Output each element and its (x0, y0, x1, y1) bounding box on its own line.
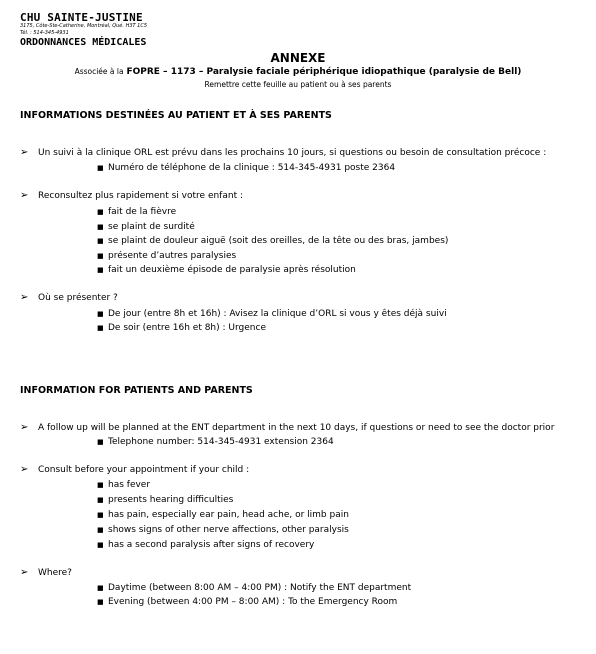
hospital-address: 3175, Côte-Ste-Catherine, Montréal, Qué. H3T 1C5 (20, 23, 148, 29)
en-consult-sub-2 (97, 495, 233, 505)
square-bullet-icon: ■ (97, 223, 104, 231)
list-item: se plaint de douleur aiguë (soit des oreilles, de la tête ou des bras, jambes) (108, 236, 449, 246)
list-item: Evening (between 4:00 PM – 8:00 AM) : To the Emergency Room (108, 597, 398, 607)
list-item: fait de la fièvre (108, 207, 177, 217)
square-bullet-icon: ■ (97, 252, 104, 260)
en-consult-sub-4 (97, 525, 349, 535)
en-phone-text: Telephone number: 514-345-4931 extension 2364 (108, 437, 334, 447)
en-where-sub-2 (97, 597, 397, 607)
arrow-bullet-icon: ➢ (20, 567, 29, 578)
square-bullet-icon: ■ (97, 496, 104, 504)
hospital-tel: Tél. : 514-345-4931 (20, 30, 69, 36)
list-item: De soir (entre 16h et 8h) : Urgence (108, 323, 266, 333)
list-item: has pain, especially ear pain, head ache, or limb pain (108, 510, 349, 520)
fr-consult-text: Reconsultez plus rapidement si votre enfant : (38, 191, 243, 201)
square-bullet-icon: ■ (97, 310, 104, 318)
square-bullet-icon: ■ (97, 511, 104, 519)
square-bullet-icon: ■ (97, 598, 104, 606)
fr-consult-sub-1 (97, 207, 176, 217)
square-bullet-icon: ■ (97, 208, 104, 216)
square-bullet-icon: ■ (97, 164, 104, 172)
fr-consult-sub-2 (97, 222, 195, 232)
annex-association (0, 67, 596, 77)
en-where-text: Where? (38, 568, 72, 578)
en-consult-sub-1 (97, 480, 150, 490)
fr-consult-sub-4 (97, 251, 236, 261)
en-phone-item (97, 437, 334, 447)
fr-phone-text: Numéro de téléphone de la clinique : 514-345-4931 poste 2364 (108, 163, 396, 173)
en-section-title: INFORMATION FOR PATIENTS AND PARENTS (20, 385, 253, 396)
en-consult-sub-3 (97, 510, 349, 520)
fr-consult-sub-3 (97, 236, 448, 246)
arrow-bullet-icon: ➢ (20, 147, 29, 158)
square-bullet-icon: ■ (97, 237, 104, 245)
fr-where-sub-1 (97, 309, 447, 319)
square-bullet-icon: ■ (97, 266, 104, 274)
annex-assoc-prefix: Associée à la (74, 67, 124, 76)
en-followup-text: A follow up will be planned at the ENT department in the next 10 days, if questions or need to see the doctor prior (38, 423, 555, 433)
en-where-sub-1 (97, 583, 411, 593)
fr-section-title: INFORMATIONS DESTINÉES AU PATIENT ET À SES PARENTS (20, 110, 332, 121)
arrow-bullet-icon: ➢ (20, 292, 29, 303)
fr-followup-item (20, 148, 546, 158)
list-item: se plaint de surdité (108, 222, 195, 232)
en-consult-text: Consult before your appointment if your child : (38, 465, 250, 475)
list-item: présente d’autres paralysies (108, 251, 237, 261)
ordonnances-heading: ORDONNANCES MÉDICALES (20, 37, 147, 48)
annex-title: ANNEXE (270, 51, 326, 65)
en-consult-sub-5 (97, 540, 314, 550)
hospital-name: CHU SAINTE-JUSTINE (20, 11, 143, 24)
square-bullet-icon: ■ (97, 526, 104, 534)
square-bullet-icon: ■ (97, 541, 104, 549)
arrow-bullet-icon: ➢ (20, 464, 29, 475)
list-item: has a second paralysis after signs of recovery (108, 540, 315, 550)
square-bullet-icon: ■ (97, 438, 104, 446)
annex-remit-note: Remettre cette feuille au patient ou à ses parents (204, 80, 392, 89)
fr-where-sub-2 (97, 323, 266, 333)
square-bullet-icon: ■ (97, 481, 104, 489)
arrow-bullet-icon: ➢ (20, 190, 29, 201)
arrow-bullet-icon: ➢ (20, 422, 29, 433)
fr-where-item (20, 293, 118, 303)
list-item: has fever (108, 480, 151, 490)
fr-followup-text: Un suivi à la clinique ORL est prévu dans les prochains 10 jours, si questions ou besoin de consultation précoce : (38, 148, 547, 158)
annex-assoc-protocol: FOPRE – 1173 – Paralysie faciale périphérique idiopathique (paralysie de Bell) (126, 67, 522, 77)
square-bullet-icon: ■ (97, 584, 104, 592)
list-item: Daytime (between 8:00 AM – 4:00 PM) : Notify the ENT department (108, 583, 412, 593)
square-bullet-icon: ■ (97, 324, 104, 332)
list-item: presents hearing difficulties (108, 495, 234, 505)
en-where-item (20, 568, 72, 578)
fr-consult-sub-5 (97, 265, 356, 275)
fr-where-text: Où se présenter ? (38, 293, 118, 303)
fr-phone-item (97, 163, 395, 173)
list-item: De jour (entre 8h et 16h) : Avisez la clinique d’ORL si vous y êtes déjà suivi (108, 309, 447, 319)
fr-consult-item (20, 191, 243, 201)
list-item: fait un deuxième épisode de paralysie après résolution (108, 265, 356, 275)
en-followup-item (20, 423, 554, 433)
list-item: shows signs of other nerve affections, other paralysis (108, 525, 349, 535)
en-consult-item (20, 465, 249, 475)
